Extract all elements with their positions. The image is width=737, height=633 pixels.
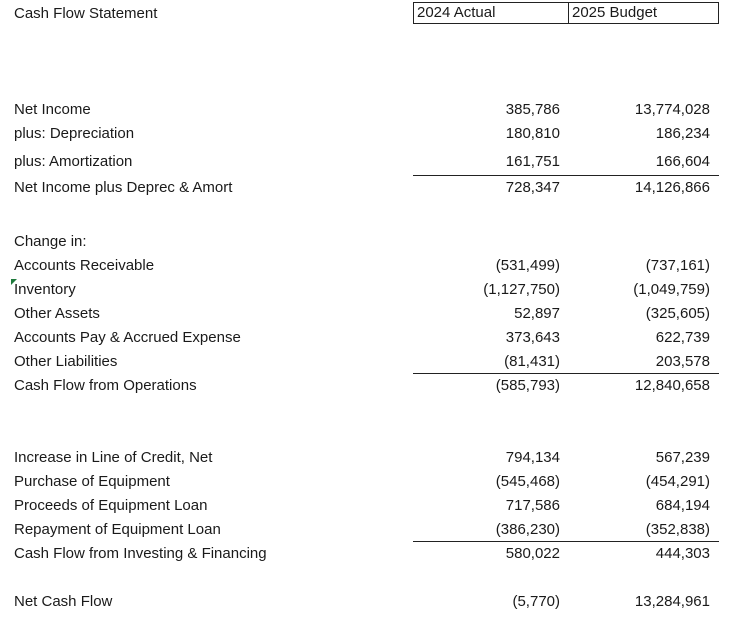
header-2025-budget[interactable]: 2025 Budget: [568, 2, 719, 24]
row-net-cash-flow[interactable]: [0, 591, 737, 613]
row-accounts-payable[interactable]: [0, 327, 737, 349]
subtotal-rule: [413, 175, 719, 176]
value-2024: 580,022: [505, 545, 560, 562]
row-net-income[interactable]: [0, 99, 737, 121]
row-label: Inventory: [14, 281, 76, 298]
value-2024: (545,468): [495, 473, 560, 490]
value-2024: (386,230): [495, 521, 560, 538]
row-proceeds-loan[interactable]: [0, 495, 737, 517]
row-label: Cash Flow from Investing & Financing: [14, 545, 267, 562]
row-label: Net Income plus Deprec & Amort: [14, 179, 233, 196]
value-2024: 161,751: [505, 153, 560, 170]
row-label: Net Income: [14, 101, 91, 118]
value-2024: 794,134: [505, 449, 560, 466]
value-2024: (1,127,750): [483, 281, 560, 298]
row-label: Other Liabilities: [14, 353, 118, 370]
row-label: Proceeds of Equipment Loan: [14, 497, 208, 514]
subtotal-rule: [413, 373, 719, 374]
value-2025: 166,604: [655, 153, 710, 170]
row-cash-flow-operations[interactable]: [0, 375, 737, 397]
row-label: Repayment of Equipment Loan: [14, 521, 221, 538]
row-label: Cash Flow from Operations: [14, 377, 197, 394]
row-amortization[interactable]: [0, 151, 737, 173]
value-2024: (531,499): [495, 257, 560, 274]
row-inventory[interactable]: [0, 279, 737, 301]
value-2024: (81,431): [504, 353, 560, 370]
value-2024: 52,897: [514, 305, 560, 322]
row-purchase-equipment[interactable]: [0, 471, 737, 493]
value-2024: (585,793): [495, 377, 560, 394]
value-2024: (5,770): [512, 593, 560, 610]
sheet-title[interactable]: Cash Flow Statement: [14, 5, 158, 22]
value-2025: 444,303: [655, 545, 710, 562]
row-label: Other Assets: [14, 305, 100, 322]
value-2025: 12,840,658: [634, 377, 710, 394]
value-2024: 717,586: [505, 497, 560, 514]
row-other-assets[interactable]: [0, 303, 737, 325]
value-2025: 14,126,866: [634, 179, 710, 196]
value-2025: (352,838): [645, 521, 710, 538]
row-depreciation[interactable]: [0, 123, 737, 145]
row-accounts-receivable[interactable]: [0, 255, 737, 277]
row-label: Increase in Line of Credit, Net: [14, 449, 213, 466]
row-label: Accounts Pay & Accrued Expense: [14, 329, 241, 346]
subtotal-rule: [413, 541, 719, 542]
value-2025: 684,194: [655, 497, 710, 514]
value-2025: (454,291): [645, 473, 710, 490]
value-2025: (1,049,759): [633, 281, 710, 298]
value-2025: (737,161): [645, 257, 710, 274]
row-label: Purchase of Equipment: [14, 473, 170, 490]
value-2025: 13,284,961: [634, 593, 710, 610]
row-change-in[interactable]: [0, 231, 737, 253]
value-2024: 373,643: [505, 329, 560, 346]
value-2025: 622,739: [655, 329, 710, 346]
section-label: Change in:: [14, 233, 87, 250]
value-2025: 203,578: [655, 353, 710, 370]
row-line-of-credit[interactable]: [0, 447, 737, 469]
value-2025: 567,239: [655, 449, 710, 466]
row-label: plus: Depreciation: [14, 125, 135, 142]
row-label: Net Cash Flow: [14, 593, 113, 610]
value-2024: 728,347: [505, 179, 560, 196]
row-label: Accounts Receivable: [14, 257, 155, 274]
row-repayment-loan[interactable]: [0, 519, 737, 541]
value-2025: 13,774,028: [634, 101, 710, 118]
row-label: plus: Amortization: [14, 153, 133, 170]
value-2024: 180,810: [505, 125, 560, 142]
value-2024: 385,786: [505, 101, 560, 118]
value-2025: 186,234: [655, 125, 710, 142]
value-2025: (325,605): [645, 305, 710, 322]
row-cash-flow-investing-financing[interactable]: [0, 543, 737, 565]
header-2024-actual[interactable]: 2024 Actual: [413, 2, 569, 24]
row-net-income-plus[interactable]: [0, 177, 737, 199]
row-other-liabilities[interactable]: [0, 351, 737, 373]
